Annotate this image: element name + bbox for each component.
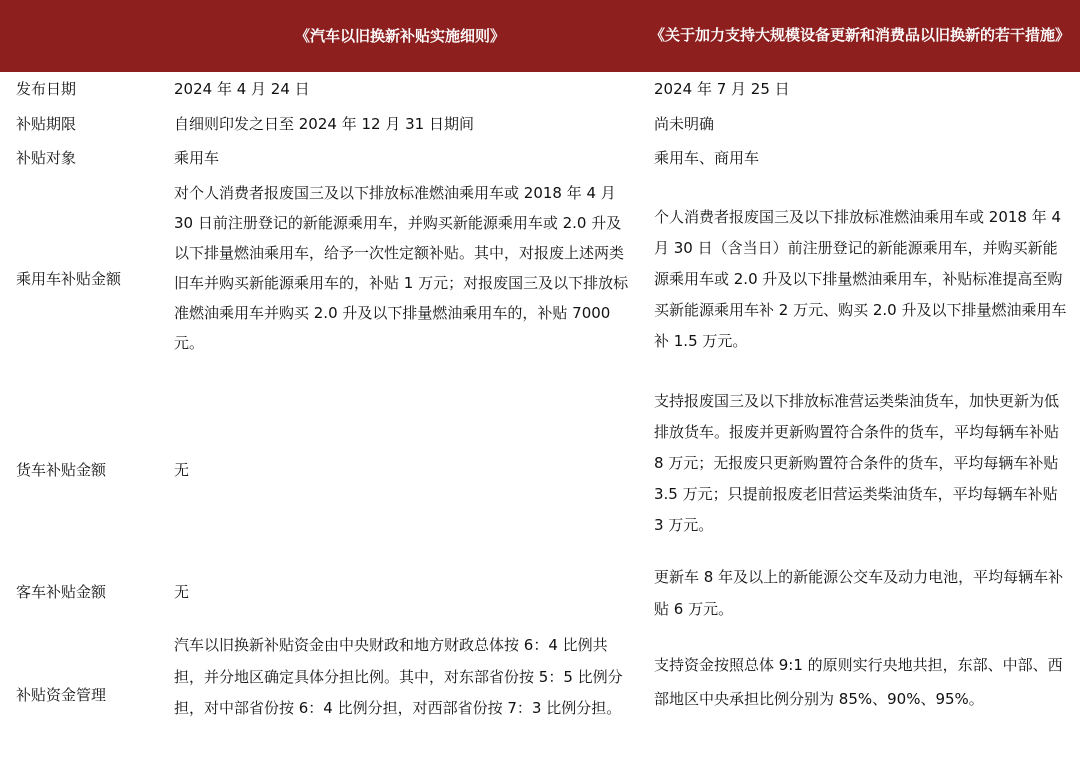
row-truck-subsidy-col2: 无 [174,461,190,479]
row-label-bus-subsidy: 客车补贴金额 [16,583,107,601]
row-label-truck-subsidy: 货车补贴金额 [16,461,107,479]
table-header [0,0,1080,70]
row-passenger-car-subsidy-col3: 个人消费者报废国三及以下排放标准燃油乘用车或 2018 年 4 月 30 日（含当日）前注册登记的新能源乘用车，并购买新能源乘用车或 2.0 升及以下排量燃油乘用车，补贴标准提高至购买新能源乘用车补 2 万元、购买 2.0 升及以下排量燃油乘用车补 1.5 万元。 [654,207,1067,350]
row-label-subsidy-period: 补贴期限 [16,115,77,133]
row-release-date-col2: 2024 年 4 月 24 日 [174,80,310,98]
row-bus-subsidy-col3: 更新车 8 年及以上的新能源公交车及动力电池，平均每辆车补贴 6 万元。 [654,568,1064,618]
header-col-measures: 《关于加力支持大规模设备更新和消费品以旧换新的若干措施》 [649,26,1070,44]
row-subsidy-target-col3: 乘用车、商用车 [654,149,760,167]
header-col-detailed-rules: 《汽车以旧换新补贴实施细则》 [294,26,505,45]
row-subsidy-target-col2: 乘用车 [174,149,220,167]
row-subsidy-period-col2: 自细则印发之日至 2024 年 12 月 31 日期间 [174,115,474,133]
row-label-release-date: 发布日期 [16,80,77,98]
header-divider [0,70,1080,72]
row-fund-management-col3: 支持资金按照总体 9:1 的原则实行央地共担，东部、中部、西部地区中央承担比例分别为 85%、90%、95%。 [654,656,1063,708]
row-label-subsidy-target: 补贴对象 [16,149,77,167]
row-subsidy-period-col3: 尚未明确 [654,115,715,133]
row-truck-subsidy-col3: 支持报废国三及以下排放标准营运类柴油货车，加快更新为低排放货车。报废并更新购置符合条件的货车，平均每辆车补贴 8 万元；无报废只更新购置符合条件的货车，平均每辆车补贴 3.5 万元；只提前报废老旧营运类柴油货车，平均每辆车补贴 3 万元。 [654,392,1060,534]
row-label-passenger-car-subsidy: 乘用车补贴金额 [16,269,122,288]
row-bus-subsidy-col2: 无 [174,583,190,601]
row-label-fund-management: 补贴资金管理 [16,686,107,704]
row-release-date-col3: 2024 年 7 月 25 日 [654,80,790,98]
row-passenger-car-subsidy-col2: 对个人消费者报废国三及以下排放标准燃油乘用车或 2018 年 4 月 30 日前注册登记的新能源乘用车，并购买新能源乘用车或 2.0 升及以下排量燃油乘用车，给予一次性定额补贴。其中，对报废上述两类旧车并购买新能源乘用车的，补贴 1 万元；对报废国三及以下排放标准燃油乘用车并购买 2.0 升及以下排量燃油乘用车的，补贴 7000 元。 [174,184,629,352]
row-fund-management-col2: 汽车以旧换新补贴资金由中央财政和地方财政总体按 6：4 比例共担，并分地区确定具体分担比例。其中，对东部省份按 5：5 比例分担，对中部省份按 6：4 比例分担，对西部省份按 7：3 比例分担。 [174,636,623,717]
